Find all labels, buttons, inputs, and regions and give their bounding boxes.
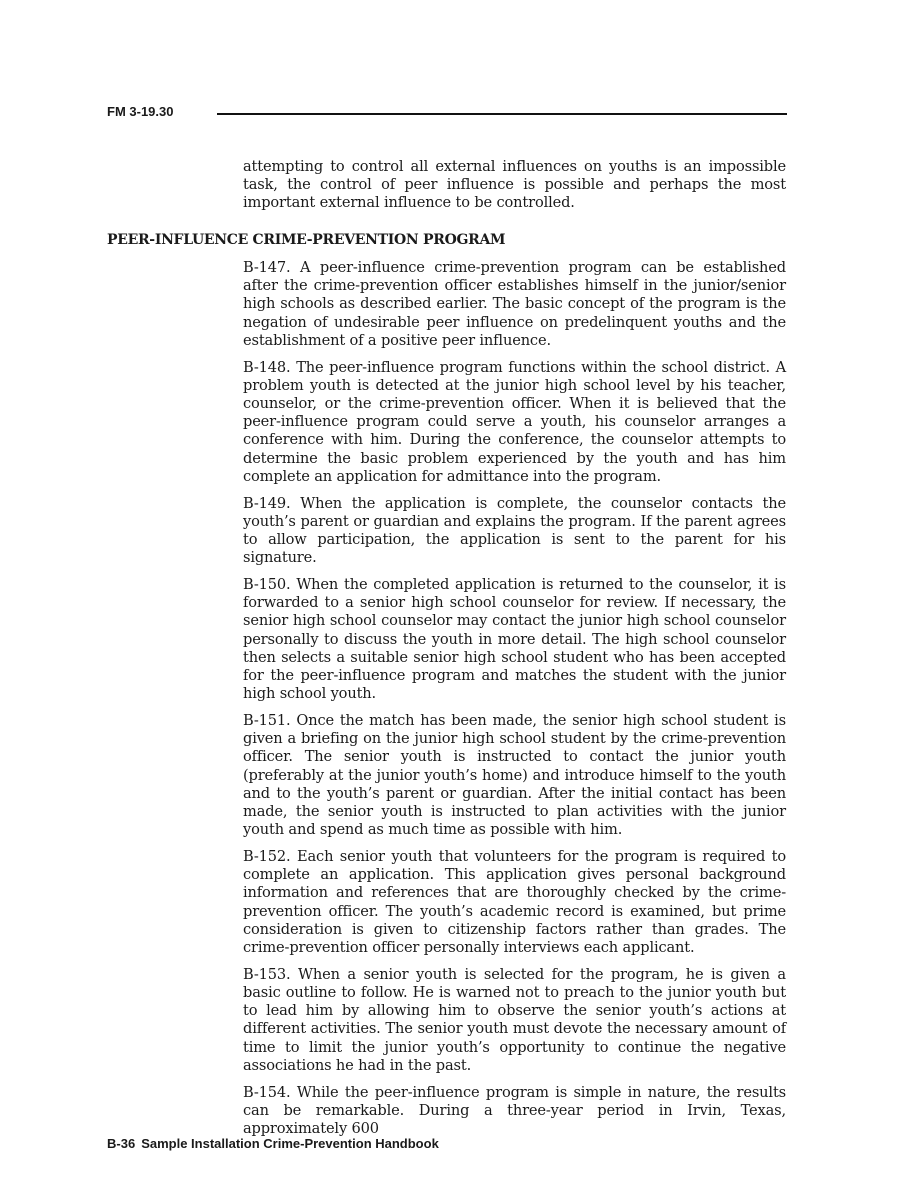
page-number: B-36: [107, 1136, 136, 1151]
header-rule: [217, 113, 787, 115]
manual-number: FM 3-19.30: [107, 104, 174, 119]
paragraph-b149: B-149. When the application is complete, the counselor contacts the youth’s parent or guardian and explains the program. If the parent agrees to allow participation, the application is sent to the parent for his signature.: [243, 494, 786, 567]
paragraph-b152: B-152. Each senior youth that volunteers for the program is required to complete an application. This application gives personal background information and references that are thoroughly checked by the crime-prevention officer. The youth’s academic record is examined, but prime consideration is given to citizenship factors rather than grades. The crime-prevention officer personally interviews each applicant.: [243, 848, 786, 957]
paragraph-b148: B-148. The peer-influence program functions within the school district. A problem youth is detected at the junior high school level by his teacher, counselor, or the crime-prevention officer. When it is believed that the peer-influence program could serve a youth, his counselor arranges a conference with him. During the conference, the counselor attempts to determine the basic problem experienced by the youth and has him complete an application for admittance into the program.: [243, 358, 786, 485]
running-header: [107, 104, 787, 124]
paragraph-b154: B-154. While the peer-influence program is simple in nature, the results can be remarkable. During a three-year period in Irvin, Texas, approximately 600: [243, 1083, 786, 1138]
page-footer: [107, 1136, 439, 1151]
paragraph-b147: B-147. A peer-influence crime-prevention program can be established after the crime-prevention officer establishes himself in the junior/senior high schools as described earlier. The basic concept of the program is the negation of undesirable peer influence on predelinquent youths and the establishment of a positive peer influence.: [243, 259, 786, 349]
paragraph-b153: B-153. When a senior youth is selected for the program, he is given a basic outline to follow. He is warned not to preach to the junior youth but to lead him by allowing him to observe the senior youth’s actions at different activities. The senior youth must devote the necessary amount of time to limit the junior youth’s opportunity to continue the negative associations he had in the past.: [243, 965, 786, 1074]
paragraph-b151: B-151. Once the match has been made, the senior high school student is given a briefing on the junior high school student by the crime-prevention officer. The senior youth is instructed to contact the junior youth (preferably at the junior youth’s home) and introduce himself to the youth and to the youth’s parent or guardian. After the initial contact has been made, the senior youth is instructed to plan activities with the junior youth and spend as much time as possible with him.: [243, 712, 786, 839]
intro-paragraph: attempting to control all external influences on youths is an impossible task, the control of peer influence is possible and perhaps the most important external influence to be controlled.: [243, 158, 786, 212]
intro-block: [243, 158, 786, 221]
section-body: [243, 259, 786, 1147]
section-heading: PEER-INFLUENCE CRIME-PREVENTION PROGRAM: [107, 232, 506, 248]
paragraph-b150: B-150. When the completed application is returned to the counselor, it is forwarded to a senior high school counselor for review. If necessary, the senior high school counselor may contact the junior high school counselor personally to discuss the youth in more detail. The high school counselor then selects a suitable senior high school student who has been accepted for the peer-influence program and matches the student with the junior high school youth.: [243, 576, 786, 703]
footer-title: Sample Installation Crime-Prevention Handbook: [141, 1136, 439, 1151]
